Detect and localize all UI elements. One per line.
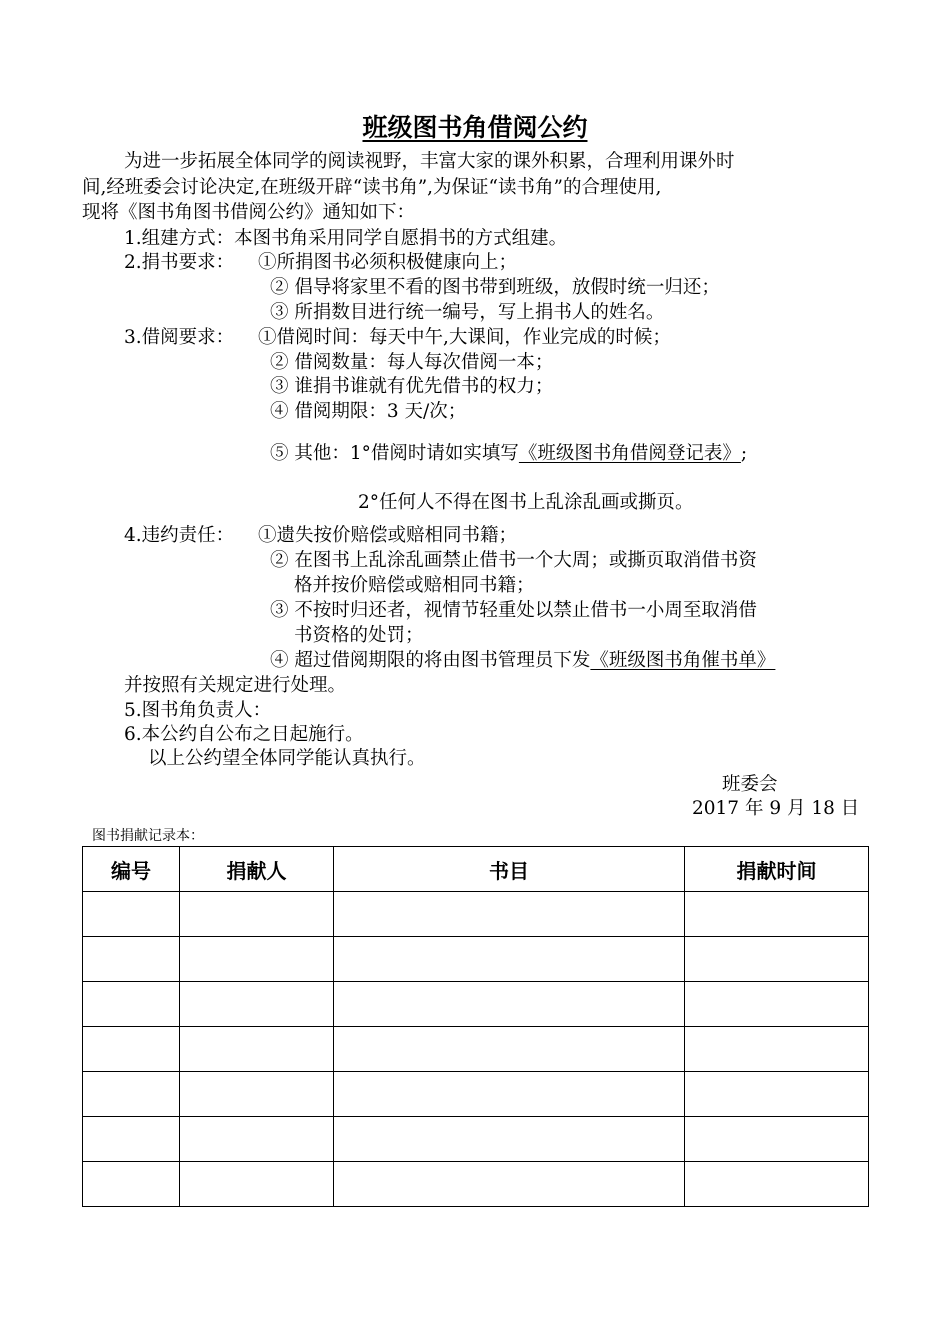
table-row [83,1117,869,1162]
table-cell [334,982,685,1027]
section-2-heading: 2.捐书要求： [124,252,235,273]
section-3-heading: 3.借阅要求： [124,327,235,348]
table-body [83,892,869,1207]
section-4-item-3-line-1: ③ 不按时归还者，视情节轻重处以禁止借书一小周至取消借 [270,600,757,621]
section-4-item-3-line-2: 书资格的处罚； [294,625,424,646]
section-4-heading: 4.违约责任： [124,525,235,546]
table-cell [334,1117,685,1162]
section-3-item-5-text: ⑤ 其他：1°借阅时请如实填写 [270,443,519,464]
intro-line-1: 为进一步拓展全体同学的阅读视野，丰富大家的课外积累，合理利用课外时 [124,151,735,172]
table-cell [685,937,869,982]
section-4-item-1: ①遗失按价赔偿或赔相同书籍； [258,525,518,546]
table-cell [83,937,180,982]
section-3-item-3: ③ 谁捐书谁就有优先借书的权力； [270,376,554,397]
section-2-item-2: ② 倡导将家里不看的图书带到班级，放假时统一归还； [270,277,720,298]
table-row [83,1162,869,1207]
table-row [83,1072,869,1117]
header-donor: 捐献人 [180,847,334,892]
table-cell [685,1027,869,1072]
signature: 班委会 [722,774,778,795]
table-cell [83,1117,180,1162]
section-4-item-2-line-2: 格并按价赔偿或赔相同书籍； [294,575,535,596]
section-6: 6.本公约自公布之日起施行。 [124,724,364,745]
table-cell [685,892,869,937]
header-book-title: 书目 [334,847,685,892]
table-cell [334,1027,685,1072]
section-4-item-2-line-1: ② 在图书上乱涂乱画禁止借书一个大周；或撕页取消借书资 [270,550,757,571]
table-row [83,982,869,1027]
table-cell [180,1162,334,1207]
section-3-item-5 [270,442,747,466]
table-cell [334,1072,685,1117]
section-3-item-5-sub-2: 2°任何人不得在图书上乱涂乱画或撕页。 [358,492,694,513]
date: 2017 年 9 月 18 日 [692,798,860,819]
record-caption: 图书捐献记录本： [92,828,204,844]
table-cell [83,1162,180,1207]
reminder-notice-title: 《班级图书角催书单》 [590,650,776,671]
table-cell [685,1162,869,1207]
table-cell [685,982,869,1027]
intro-line-2: 间,经班委会讨论决定,在班级开辟“读书角”,为保证“读书角”的合理使用, [82,177,662,198]
table-cell [83,892,180,937]
section-4-item-4 [270,649,775,673]
section-3-item-4: ④ 借阅期限：3 天/次； [270,401,467,422]
table-cell [180,1117,334,1162]
borrow-register-form-title: 《班级图书角借阅登记表》 [518,443,741,464]
table-cell [83,1027,180,1072]
header-number: 编号 [83,847,180,892]
section-2-item-3: ③ 所捐数目进行统一编号，写上捐书人的姓名。 [270,302,665,323]
header-donation-date: 捐献时间 [685,847,869,892]
section-1: 1.组建方式：本图书角采用同学自愿捐书的方式组建。 [124,228,568,249]
closing-note: 以上公约望全体同学能认真执行。 [148,748,426,769]
table-header-row [83,847,869,892]
intro-line-3: 现将《图书角图书借阅公约》通知如下： [82,202,416,223]
table-cell [180,892,334,937]
table-cell [685,1117,869,1162]
table-cell [83,1072,180,1117]
table-cell [180,982,334,1027]
table-cell [180,937,334,982]
donation-record-table [82,846,869,1207]
section-3-item-1: ①借阅时间：每天中午,大课间，作业完成的时候； [258,327,671,348]
section-3-item-2: ② 借阅数量：每人每次借阅一本； [270,352,554,373]
table-cell [180,1072,334,1117]
table-cell [180,1027,334,1072]
table-cell [334,892,685,937]
section-4-item-4-text: ④ 超过借阅期限的将由图书管理员下发 [270,650,591,671]
table-row [83,1027,869,1072]
table-cell [334,937,685,982]
section-4-item-4-continued: 并按照有关规定进行处理。 [124,675,347,696]
table-row [83,892,869,937]
table-cell [334,1162,685,1207]
table-cell [83,982,180,1027]
table-row [83,937,869,982]
page-title: 班级图书角借阅公约 [362,113,588,142]
section-3-item-5-end: ; [740,443,748,464]
table-cell [685,1072,869,1117]
section-2-item-1: ①所捐图书必须积极健康向上； [258,252,518,273]
section-5: 5.图书角负责人： [124,700,272,721]
